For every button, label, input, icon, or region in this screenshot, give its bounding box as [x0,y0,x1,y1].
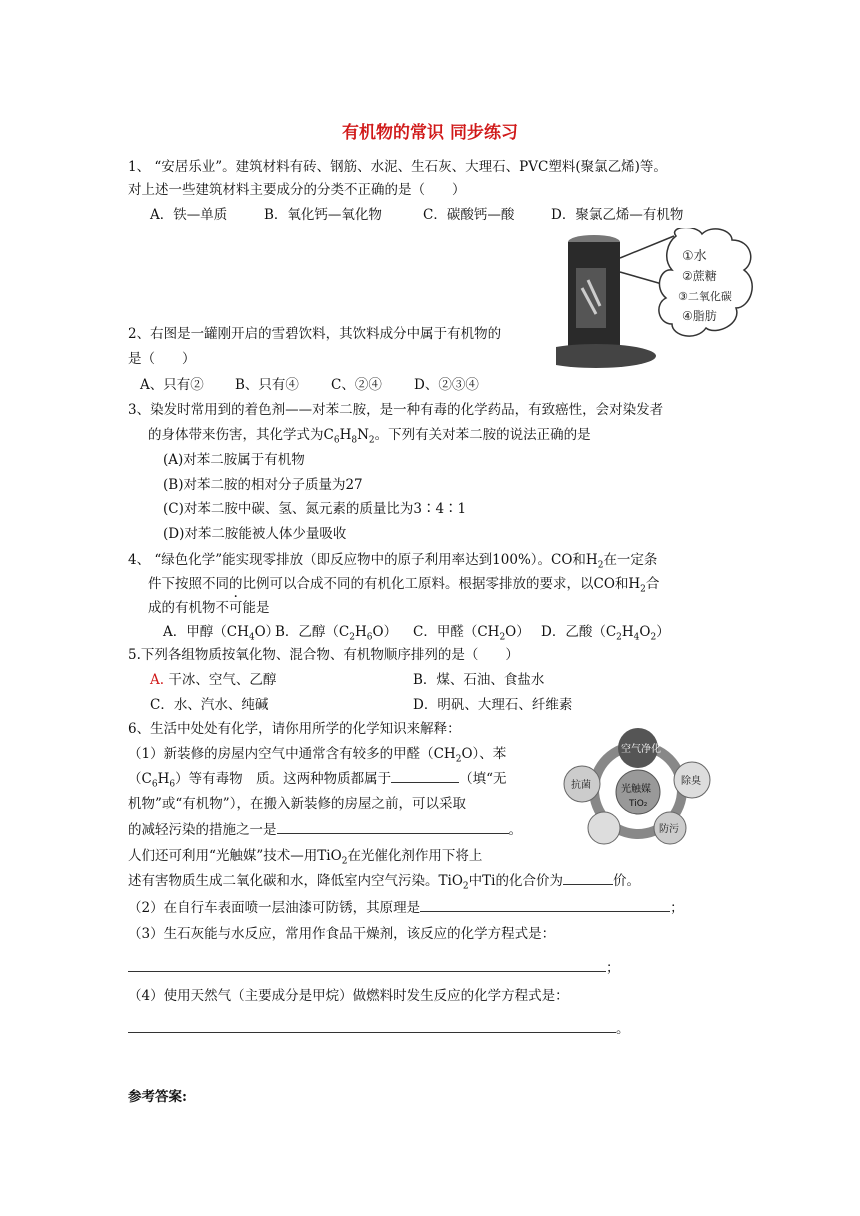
q4-stem-line3: 成的有机物不可能是 [148,600,270,616]
ring-label-6: 防污 [659,824,679,835]
answer-blank-2[interactable] [277,819,509,834]
answer-blank-4[interactable] [420,897,670,912]
q6-part3: （3）生石灰能与水反应，常用作食品干燥剂，该反应的化学方程式是： [128,926,556,942]
q6-part1-line2: $(C_6H_6)$等有毒物 质。这两种物质都属于 （填“无 [128,767,507,790]
q6-part2: （2）在自行车表面喷一层油漆可防锈，其原理是 ； [128,896,684,916]
q2-option-c: C、②④ [331,377,382,393]
q6-part1-line1: （1）新装修的房屋内空气中通常含有较多的甲醛$(CH_2O)$、苯 [128,746,507,765]
q4-option-c: C．甲醛$(CH_2O)$ [413,624,530,643]
q2-option-d: D、②③④ [414,377,479,393]
q6-part4: （4）使用天然气（主要成分是甲烷）做燃料时发生反应的化学方程式是： [128,988,569,1004]
can-label-1: ①水 [682,249,707,264]
q4-option-b: B．乙醇$(C_2H_6O)$ [275,624,398,643]
answer-blank-1[interactable] [391,768,459,783]
can-label-4: ④脂肪 [682,309,717,323]
q6-part1-line4: 的减轻污染的措施之一是 。 [128,818,522,838]
q5-stem: 5.下列各组物质按氧化物、混合物、有机物顺序排列的是（ ） [128,647,519,663]
q1-stem-line1: 1、 “安居乐业”。建筑材料有砖、钢筋、水泥、生石灰、大理石、PVC塑料(聚氯乙烯)等。 [128,159,667,175]
q4-stem-line1: 4、 “绿色化学”能实现零排放（即反应物中的原子利用率达到100%）。CO和$H_2$在一定条 [128,552,658,571]
q4-option-a: A．甲醇$(CH_4O)$ [163,624,280,643]
q1-stem-line2: 对上述一些建筑材料主要成分的分类不正确的是（ ） [128,182,466,198]
answer-blank-3[interactable] [563,870,613,885]
q6-stem: 6、生活中处处有化学，请你用所学的化学知识来解释： [128,721,461,737]
answers-heading: 参考答案: [128,1089,187,1105]
q6-part3-answer: ； [128,956,620,976]
answer-blank-6[interactable] [128,1018,616,1033]
ring-label-3: 抗菌 [571,780,591,791]
q3-stem-line2: 的身体带来伤害，其化学式为$C_6H_8N_2$。下列有关对苯二胺的说法正确的是 [148,427,591,446]
q2-option-a: A、只有② [140,377,204,393]
can-label-2: ②蔗糖 [682,269,717,283]
q4-stem-line2: 件下按照不同的比例可以合成不同的有机化工原料。根据零排放的要求，以CO和$H_2$合 [148,576,660,595]
ring-label-1: 空气净化 [621,744,661,755]
q4-option-d: D．乙酸$(C_2H_4O_2)$ [541,624,670,643]
q5-option-a: A. 干冰、空气、乙醇 [150,672,277,688]
q2-option-b: B、只有④ [235,377,299,393]
q6-part4-answer: 。 [128,1017,630,1037]
q2-stem-line1: 2、右图是一罐刚开启的雪碧饮料，其饮料成分中属于有机物的 [128,326,502,342]
ring-label-4: 光触媒 [621,784,651,795]
q2-stem-line2: 是（ ） [128,351,196,367]
q1-option-c: C．碳酸钙—酸 [423,207,515,223]
emphasis-not: 不可能 [215,600,256,616]
photocatalyst-image [558,728,718,848]
q5-option-c: C．水、汽水、纯碱 [150,697,269,713]
q3-option-a: (A)对苯二胺属于有机物 [163,452,305,468]
soda-can-image [556,228,768,374]
q6-part1-line6: 述有害物质生成二氧化碳和水，降低室内空气污染。TiO$_2$中Ti的化合价为 价。 [128,869,640,892]
q3-option-c: (C)对苯二胺中碳、氢、氮元素的质量比为3∶4∶1 [163,501,467,517]
q3-stem-line1: 3、染发时常用到的着色剂——对苯二胺，是一种有毒的化学药品，有致癌性，会对染发者 [128,402,664,418]
q1-option-a: A．铁—单质 [150,207,228,223]
q3-option-b: (B)对苯二胺的相对分子质量为27 [163,477,363,493]
can-label-3: ③二氧化碳 [678,290,732,303]
ring-label-2: 除臭 [681,776,701,787]
q1-option-d: D．聚氯乙烯—有机物 [551,207,684,223]
ring-label-5: TiO₂ [629,799,648,809]
q3-option-d: (D)对苯二胺能被人体少量吸收 [163,526,347,542]
q5-option-d: D．明矾、大理石、纤维素 [413,697,573,713]
q6-part1-line5: 人们还可利用“光触媒”技术—用TiO$_2$在光催化剂作用下将上 [128,848,483,867]
q5-option-b: B．煤、石油、食盐水 [413,672,545,688]
answer-blank-5[interactable] [128,957,606,972]
q1-option-b: B．氧化钙—氧化物 [264,207,382,223]
page-title: 有机物的常识 同步练习 [342,123,518,143]
q6-part1-line3: 机物”或“有机物”），在搬入新装修的房屋之前，可以采取 [128,796,466,812]
